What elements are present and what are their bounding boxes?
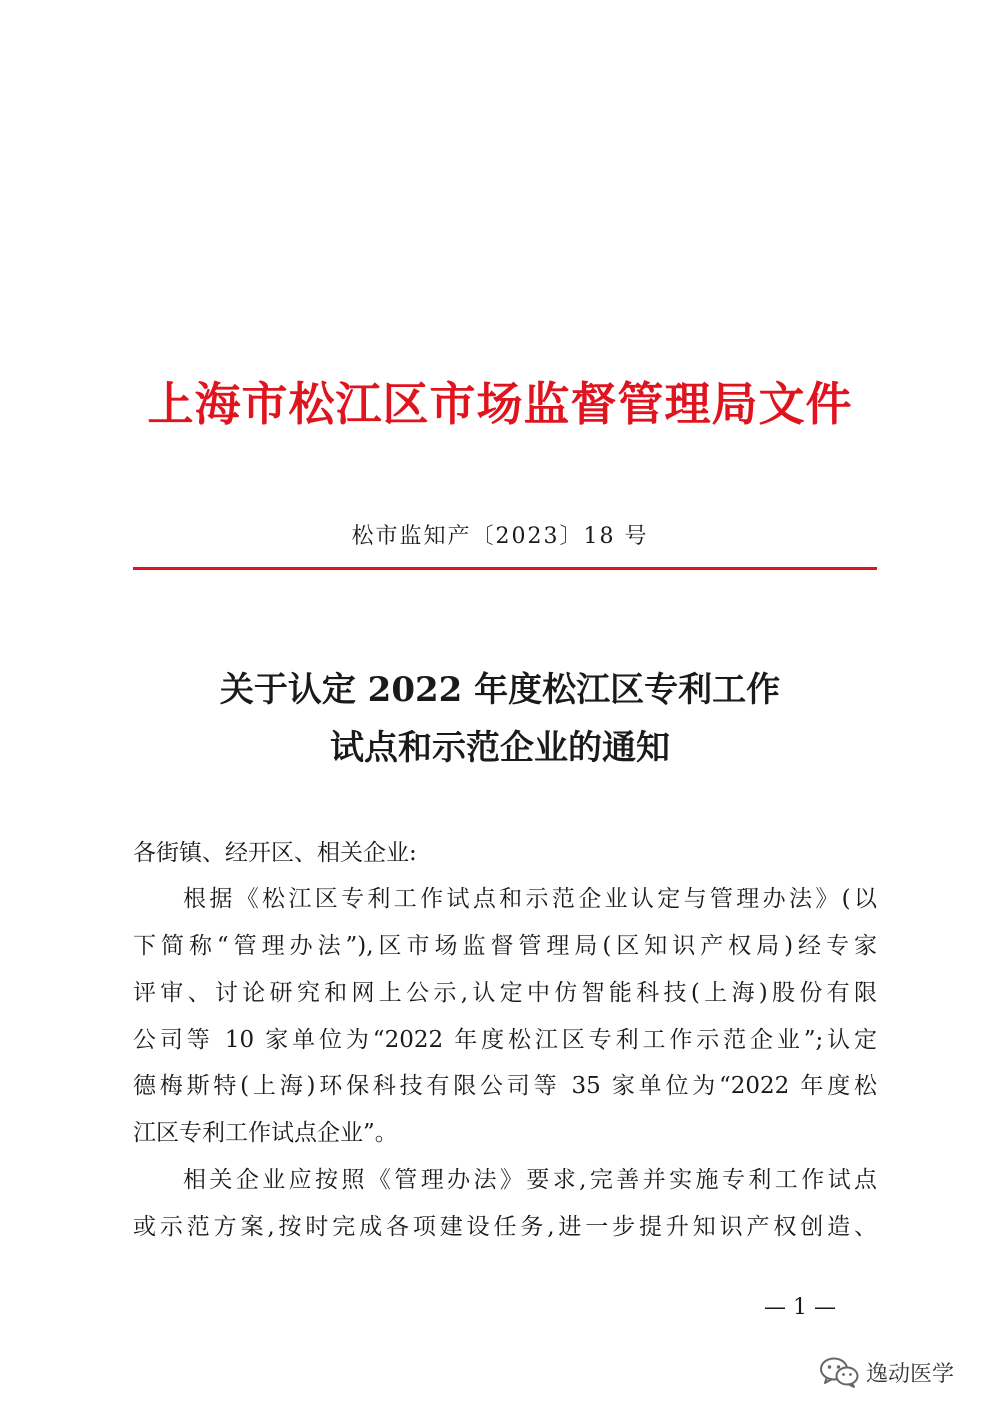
watermark-text: 逸动医学 — [866, 1361, 955, 1387]
paragraph-line: 评审、讨论研究和网上公示,认定中仿智能科技(上海)股份有限 — [133, 980, 877, 1006]
paragraph-line: 公司等 10 家单位为“2022 年度松江区专利工作示范企业”;认定 — [133, 1027, 877, 1053]
salutation: 各街镇、经开区、相关企业: — [133, 840, 417, 866]
red-divider — [133, 567, 877, 570]
wechat-icon — [818, 1355, 860, 1389]
issuer-title: 上海市松江区市场监督管理局文件 — [147, 377, 853, 431]
paragraph-line: 德梅斯特(上海)环保科技有限公司等 35 家单位为“2022 年度松 — [133, 1073, 877, 1099]
watermark — [818, 1352, 954, 1392]
page-number: — 1 — — [764, 1295, 836, 1320]
notice-title-line-2: 试点和示范企业的通知 — [330, 728, 670, 768]
notice-title-line-1: 关于认定 2022 年度松江区专利工作 — [219, 670, 781, 710]
document-number: 松市监知产〔2023〕18 号 — [351, 524, 649, 549]
paragraph-line: 江区专利工作试点企业”。 — [133, 1120, 398, 1146]
paragraph-line: 根据《松江区专利工作试点和示范企业认定与管理办法》(以 — [183, 886, 877, 912]
paragraph-line: 下简称“管理办法”),区市场监督管理局(区知识产权局)经专家 — [133, 933, 877, 959]
paragraph-line: 相关企业应按照《管理办法》要求,完善并实施专利工作试点 — [183, 1167, 877, 1193]
paragraph-line: 或示范方案,按时完成各项建设任务,进一步提升知识产权创造、 — [133, 1214, 877, 1240]
